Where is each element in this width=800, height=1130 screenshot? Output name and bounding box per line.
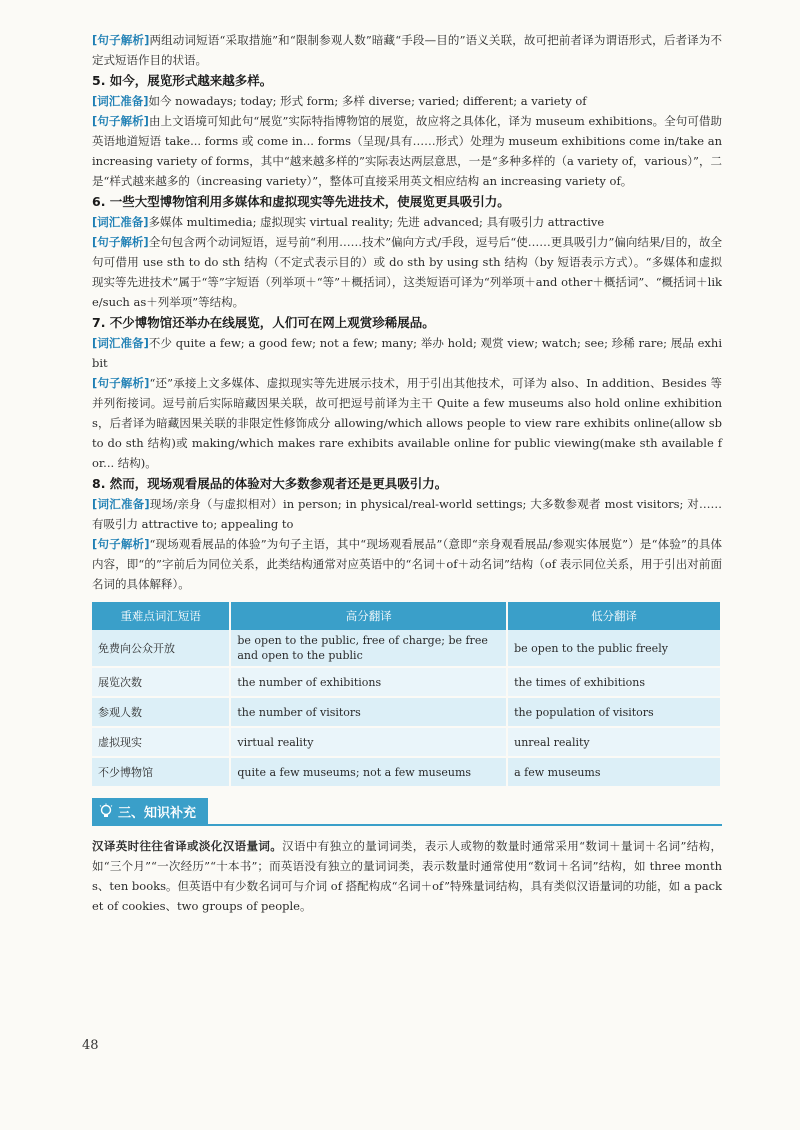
vocab-paragraph-8	[92, 494, 722, 534]
analysis-text: 两组动词短语“采取措施”和“限制参观人数”暗藏“手段—目的”语义关联，故可把前者译为谓语形式，后者译为不定式短语作目的状语。	[92, 33, 722, 67]
vocab-text: 如今 nowadays; today; 形式 form; 多样 diverse; varied; different; a variety of	[148, 94, 587, 108]
table-row	[92, 667, 721, 697]
vocab-prep-tag: [词汇准备]	[92, 94, 149, 108]
table-cell-low: the times of exhibitions	[507, 667, 721, 697]
table-cell-high: the number of visitors	[230, 697, 507, 727]
analysis-text: 全句包含两个动词短语，逗号前“利用……技术”偏向方式/手段，逗号后“使……更具吸引力”偏向结果/目的，故全句可借用 use sth to do sth 结构（不定式表示目的）或 do sth by using sth 结构（by 短语表示方式）。“多媒体和虚拟现实等先进技术”属于“等”字短语（列举项＋“等”＋概括词），这类短语可译为“列举项＋and other＋概括词”、“概括词＋like/such as＋列举项”等结构。	[92, 235, 722, 309]
sentence-analysis-tag: [句子解析]	[92, 235, 149, 249]
table-row	[92, 727, 721, 757]
sentence-analysis-tag: [句子解析]	[92, 33, 150, 47]
translation-comparison-table	[92, 602, 722, 788]
analysis-paragraph-4	[92, 30, 722, 70]
vocab-prep-tag: [词汇准备]	[92, 497, 150, 511]
vocab-prep-tag: [词汇准备]	[92, 215, 149, 229]
vocab-paragraph-5	[92, 91, 722, 111]
analysis-text: 由上文语境可知此句“展览”实际特指博物馆的展览，故应将之具体化，译为 museum exhibitions。全句可借助英语地道短语 take... forms 或 come in... forms（呈现/具有……形式）处理为 museum exhibitions come in/take an increasing variety of forms，其中“越来越多样的”实际表达两层意思，一是“多种多样的（a variety of，various）”，二是“样式越来越多的（increasing variety）”，整体可直接采用英文相应结构 an increasing variety of。	[92, 114, 723, 188]
supplement-text: 汉语中有独立的量词词类，表示人或物的数量时通常采用“数词＋量词＋名词”结构，如“三个月”“一次经历”“十本书”；而英语没有独立的量词词类，表示数量时通常使用“数词＋名词”结构，如 three months、ten books。但英语中有少数名词可与介词 of 搭配构成“名词＋of”特殊量词结构，具有类似汉语量词的功能，如 a packet of cookies、two groups of people。	[92, 839, 722, 913]
table-cell-low: unreal reality	[507, 727, 721, 757]
table-cell-phrase: 不少博物馆	[92, 757, 230, 787]
column-header-high-score: 高分翻译	[230, 602, 507, 630]
table-header-row	[92, 602, 721, 630]
table-cell-phrase: 免费向公众开放	[92, 630, 230, 667]
table-cell-low: be open to the public freely	[507, 630, 721, 667]
analysis-text: “还”承接上文多媒体、虚拟现实等先进展示技术，用于引出其他技术，可译为 also、In addition、Besides 等并列衔接词。逗号前后实际暗藏因果关联，故可把逗号前译为主干 Quite a few museums also hold online exhibitions，后者译为暗藏因果关联的非限定性修饰成分 allowing/which allows people to view rare exhibits online(allow sb to do sth 结构)或 making/which makes rare exhibits available online for public viewing(make sth available for... 结构)。	[92, 376, 722, 470]
table-cell-high: the number of exhibitions	[230, 667, 507, 697]
analysis-text: “现场观看展品的体验”为句子主语，其中“现场观看展品”（意即“亲身观看展品/参观实体展览”）是“体验”的具体内容，即“的”字前后为同位关系，此类结构通常对应英语中的“名词＋of＋动名词”结构（of 表示同位关系，用于引出对前面名词的具体解释）。	[92, 537, 722, 591]
vocab-text: 多媒体 multimedia; 虚拟现实 virtual reality; 先进 advanced; 具有吸引力 attractive	[148, 215, 605, 229]
sentence-heading-7: 7. 不少博物馆还举办在线展览，人们可在网上观赏珍稀展品。	[92, 315, 435, 330]
section-title: 三、知识补充	[118, 805, 197, 821]
table-row	[92, 697, 721, 727]
vocab-text: 现场/亲身（与虚拟相对）in person; in physical/real-world settings; 大多数参观者 most visitors; 对……有吸引力 attractive to; appealing to	[92, 497, 723, 531]
table-row	[92, 757, 721, 787]
sentence-analysis-tag: [句子解析]	[92, 537, 150, 551]
sentence-heading-6: 6. 一些大型博物馆利用多媒体和虚拟现实等先进技术，使展览更具吸引力。	[92, 194, 510, 209]
table-cell-high: quite a few museums; not a few museums	[230, 757, 507, 787]
column-header-low-score: 低分翻译	[507, 602, 721, 630]
section-label	[92, 798, 208, 824]
column-header-key-phrase: 重难点词汇短语	[92, 602, 230, 630]
sentence-analysis-tag: [句子解析]	[92, 376, 150, 390]
sentence-heading-5: 5. 如今，展览形式越来越多样。	[92, 73, 273, 88]
analysis-paragraph-8	[92, 534, 722, 594]
vocab-paragraph-7	[92, 333, 722, 373]
analysis-paragraph-6	[92, 232, 722, 312]
page-content	[92, 30, 722, 916]
vocab-text: 不少 quite a few; a good few; not a few; many; 举办 hold; 观赏 view; watch; see; 珍稀 rare; 展品 exhibit	[92, 336, 722, 370]
lightbulb-icon	[98, 803, 114, 819]
sentence-analysis-tag: [句子解析]	[92, 114, 149, 128]
supplement-lead: 汉译英时往往省译或淡化汉语量词。	[92, 839, 283, 853]
vocab-paragraph-6	[92, 212, 722, 232]
table-cell-phrase: 展览次数	[92, 667, 230, 697]
table-cell-low: the population of visitors	[507, 697, 721, 727]
table-row	[92, 630, 721, 667]
analysis-paragraph-7	[92, 373, 722, 473]
section-header-knowledge-supplement	[92, 798, 722, 826]
table-cell-low: a few museums	[507, 757, 721, 787]
table-cell-high: virtual reality	[230, 727, 507, 757]
table-cell-phrase: 虚拟现实	[92, 727, 230, 757]
table-cell-high: be open to the public, free of charge; be free and open to the public	[230, 630, 507, 667]
table-cell-phrase: 参观人数	[92, 697, 230, 727]
vocab-prep-tag: [词汇准备]	[92, 336, 149, 350]
sentence-heading-8: 8. 然而，现场观看展品的体验对大多数参观者还是更具吸引力。	[92, 476, 448, 491]
page-number: 48	[82, 1038, 99, 1053]
analysis-paragraph-5	[92, 111, 722, 191]
supplement-paragraph	[92, 836, 722, 916]
